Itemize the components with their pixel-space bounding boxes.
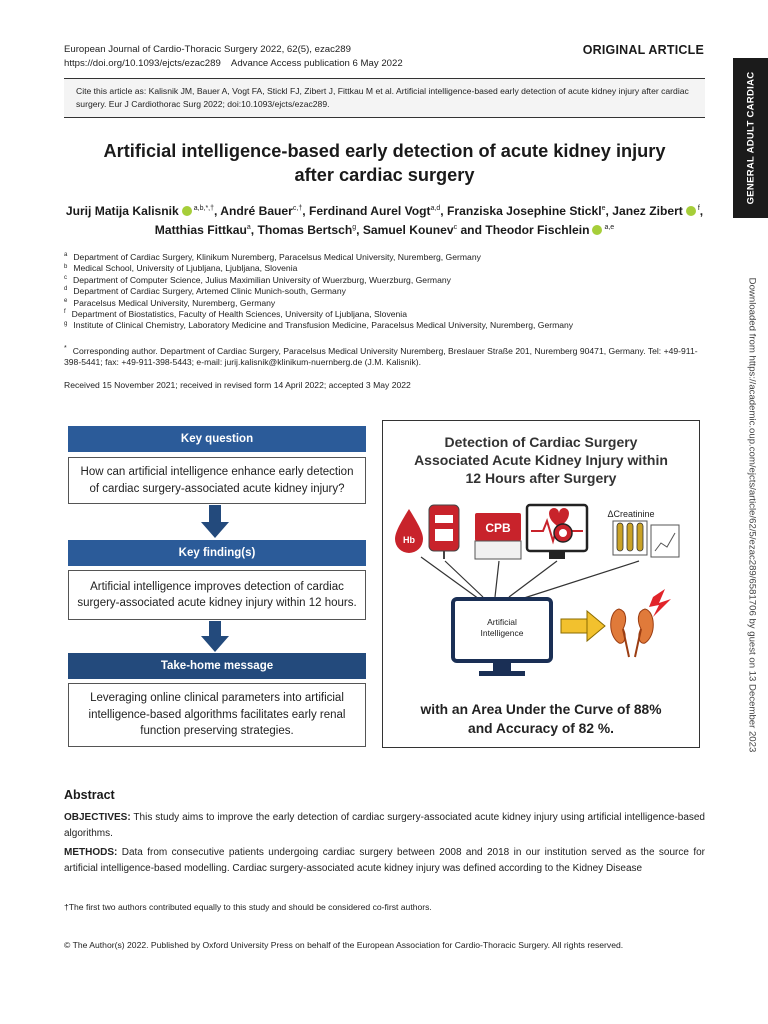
creatinine-label: ΔCreatinine [607,509,655,519]
graphic-title-line: Associated Acute Kidney Injury within [414,452,668,468]
affiliation-item [64,286,704,297]
affiliation-item [64,252,704,263]
received-dates: Received 15 November 2021; received in revised form 14 April 2022; accepted 3 May 2022 [64,380,411,390]
author-line-2 [64,221,705,240]
author-name[interactable]: , Janez Zibert [605,204,683,218]
doi-line: https://doi.org/10.1093/ejcts/ezac289 Advance Access publication 6 May 2022 [64,58,403,69]
affiliation-text: Medical School, University of Ljubljana, Ljubljana, Slovenia [73,263,298,274]
author-affil: a,e [604,223,615,231]
connector-line [421,557,479,599]
down-arrow-icon [200,621,230,653]
take-home-box [68,683,366,747]
connector-line [509,561,557,597]
journal-citation-line: European Journal of Cardio-Thoracic Surgery 2022, 62(5), ezac289 [64,44,351,55]
affiliation-text: Department of Cardiac Surgery, Klinikum Nuremberg, Paracelsus Medical University, Nuremberg, Germany [73,252,481,262]
affiliation-key: f [64,309,66,316]
test-tube-rack-icon [613,521,647,555]
objectives-label: OBJECTIVES: [64,812,131,823]
objectives-text: This study aims to improve the early detection of cardiac surgery-associated acute kidney injury using artificial intelligence-based algorithms. [64,812,705,839]
affiliation-text: Paracelsus Medical University, Nuremberg, Germany [73,297,276,308]
key-finding-text: Artificial intelligence improves detection of cardiac surgery-associated acute kidney injury within 12 hours. [77,580,357,609]
connector-line [495,561,499,597]
graphical-abstract-panel [382,420,700,748]
corresponding-author [64,346,704,369]
affiliation-item [64,263,704,274]
key-question-text: How can artificial intelligence enhance early detection of cardiac surgery-associated acute kidney injury? [80,466,354,495]
abstract-objectives [64,810,705,841]
affiliation-key: a [64,252,68,259]
computer-monitor-icon [453,599,551,676]
affiliation-key: c [64,274,67,281]
author-affil: f [697,204,700,212]
affiliation-text: Department of Computer Science, Julius Maximilian University of Wuerzburg, Wuerzburg, Germany [73,274,451,285]
author-affil: e [601,204,606,212]
graphic-title-line: Detection of Cardiac Surgery [444,434,638,450]
citation-text: Cite this article as: Kalisnik JM, Bauer A, Vogt FA, Stickl FJ, Zibert J, Fittkau M et al. Artificial intelligence-based early detection of acute kidney injury after cardiac surgery. Eur J Cardiothorac Surg 2022; doi:10.1093/ejcts/ezac289. [76,86,689,109]
author-affil: a,b,*,† [193,204,215,212]
author-name[interactable]: Matthias Fittkau [154,223,247,237]
author-list [64,202,705,240]
title-line-2: after cardiac surgery [294,165,475,185]
affiliation-text: Department of Biostatistics, Faculty of Health Sciences, University of Ljubljana, Slovenia [71,309,407,320]
affiliation-item [64,275,704,286]
graphic-result-line: with an Area Under the Curve of 88% [420,702,662,717]
cpb-machine-icon [475,513,521,559]
blood-pressure-icon [554,524,572,542]
author-name[interactable]: and Theodor Fischlein [457,223,590,237]
author-affil: g [352,223,357,231]
author-name[interactable]: , Ferdinand Aurel Vogt [302,204,431,218]
affiliation-key: g [64,320,68,327]
citation-box [64,78,705,118]
author-name[interactable]: , Samuel Kounev [356,223,454,237]
connector-line [521,561,639,599]
abstract-methods [64,845,705,876]
lab-chart-icon [651,525,679,557]
key-finding-box [68,570,366,620]
download-watermark-text: Downloaded from https://academic.oup.com/ejcts/article/62/5/ezac289/6581706 by guest on 13 December 2023 [746,277,758,753]
graphic-title-line: 12 Hours after Surgery [465,470,617,486]
author-name[interactable]: , Thomas Bertsch [250,223,353,237]
lightning-icon [649,589,671,617]
author-name[interactable]: , André Bauer [214,204,293,218]
right-arrow-icon [561,611,605,641]
affiliation-item [64,320,704,331]
kidney-icon [611,609,654,657]
article-title [64,139,705,187]
author-name[interactable]: Jurij Matija Kalisnik [65,204,179,218]
key-finding-header: Key finding(s) [68,540,366,566]
corresponding-text: Corresponding author. Department of Cardiac Surgery, Paracelsus Medical University Nuremberg, Breslauer Straße 201, Nuremberg 90471, Germany. Tel: +49-911-398-5441; fax: +49-911-398-5443; e-mail: jurij.kalisnik@klinikum-nuernberg.de (J.M. Kalisnik). [64,346,698,368]
affiliation-text: Institute of Clinical Chemistry, Laboratory Medicine and Transfusion Medicine, Paracelsus Medical University, Nuremberg, Germany [73,320,574,331]
affiliation-key: e [64,297,68,304]
author-affil: c [453,223,458,231]
take-home-header: Take-home message [68,653,366,679]
author-affil: a,d [430,204,441,212]
author-affil: a [246,223,251,231]
copyright-line: © The Author(s) 2022. Published by Oxford University Press on behalf of the European Association for Cardio-Thoracic Surgery. All rights reserved. [64,940,624,950]
graphic-result [383,700,699,738]
ai-label: Artificial [487,617,517,627]
blood-drop-icon [395,509,423,553]
abstract-heading: Abstract [64,788,115,802]
affiliation-item [64,309,704,320]
section-side-tab-label: GENERAL ADULT CARDIAC [745,71,756,205]
hb-label: Hb [403,535,415,545]
graphic-result-line: and Accuracy of 82 %. [468,721,614,736]
author-name[interactable]: , Franziska Josephine Stickl [440,204,602,218]
key-question-box [68,457,366,504]
corresponding-key: * [64,345,67,353]
take-home-text: Leveraging online clinical parameters into artificial intelligence-based algorithms facilitates early renal function preserving strategies. [88,692,346,738]
affiliation-item [64,298,704,309]
download-watermark [742,255,762,775]
orcid-icon[interactable] [686,206,696,216]
footnote: †The first two authors contributed equally to this study and should be considered co-first authors. [64,902,432,912]
section-side-tab [733,58,768,218]
article-type-label: ORIGINAL ARTICLE [582,43,704,57]
ai-label: Intelligence [480,628,524,638]
author-affil: c,† [292,204,303,212]
methods-text: Data from consecutive patients undergoing cardiac surgery between 2008 and 2018 in our institution served as the source for artificial intelligence-based modelling. Cardiac surgery-associated acute kidney injury was defined according to the Kidney Disease [64,847,705,874]
orcid-icon[interactable] [592,225,602,235]
key-question-header: Key question [68,426,366,452]
affiliation-key: b [64,263,68,270]
methods-label: METHODS: [64,847,118,858]
affiliation-text: Department of Cardiac Surgery, Artemed Clinic Munich-south, Germany [73,286,346,297]
author-line-1 [64,202,705,221]
blood-bag-icon [429,505,459,559]
affiliation-key: d [64,286,68,293]
orcid-icon[interactable] [182,206,192,216]
down-arrow-icon [200,505,230,539]
cpb-label: CPB [485,521,511,535]
title-line-1: Artificial intelligence-based early detection of acute kidney injury [103,141,666,161]
affiliation-list [64,252,704,332]
author-separator: , [699,204,704,218]
